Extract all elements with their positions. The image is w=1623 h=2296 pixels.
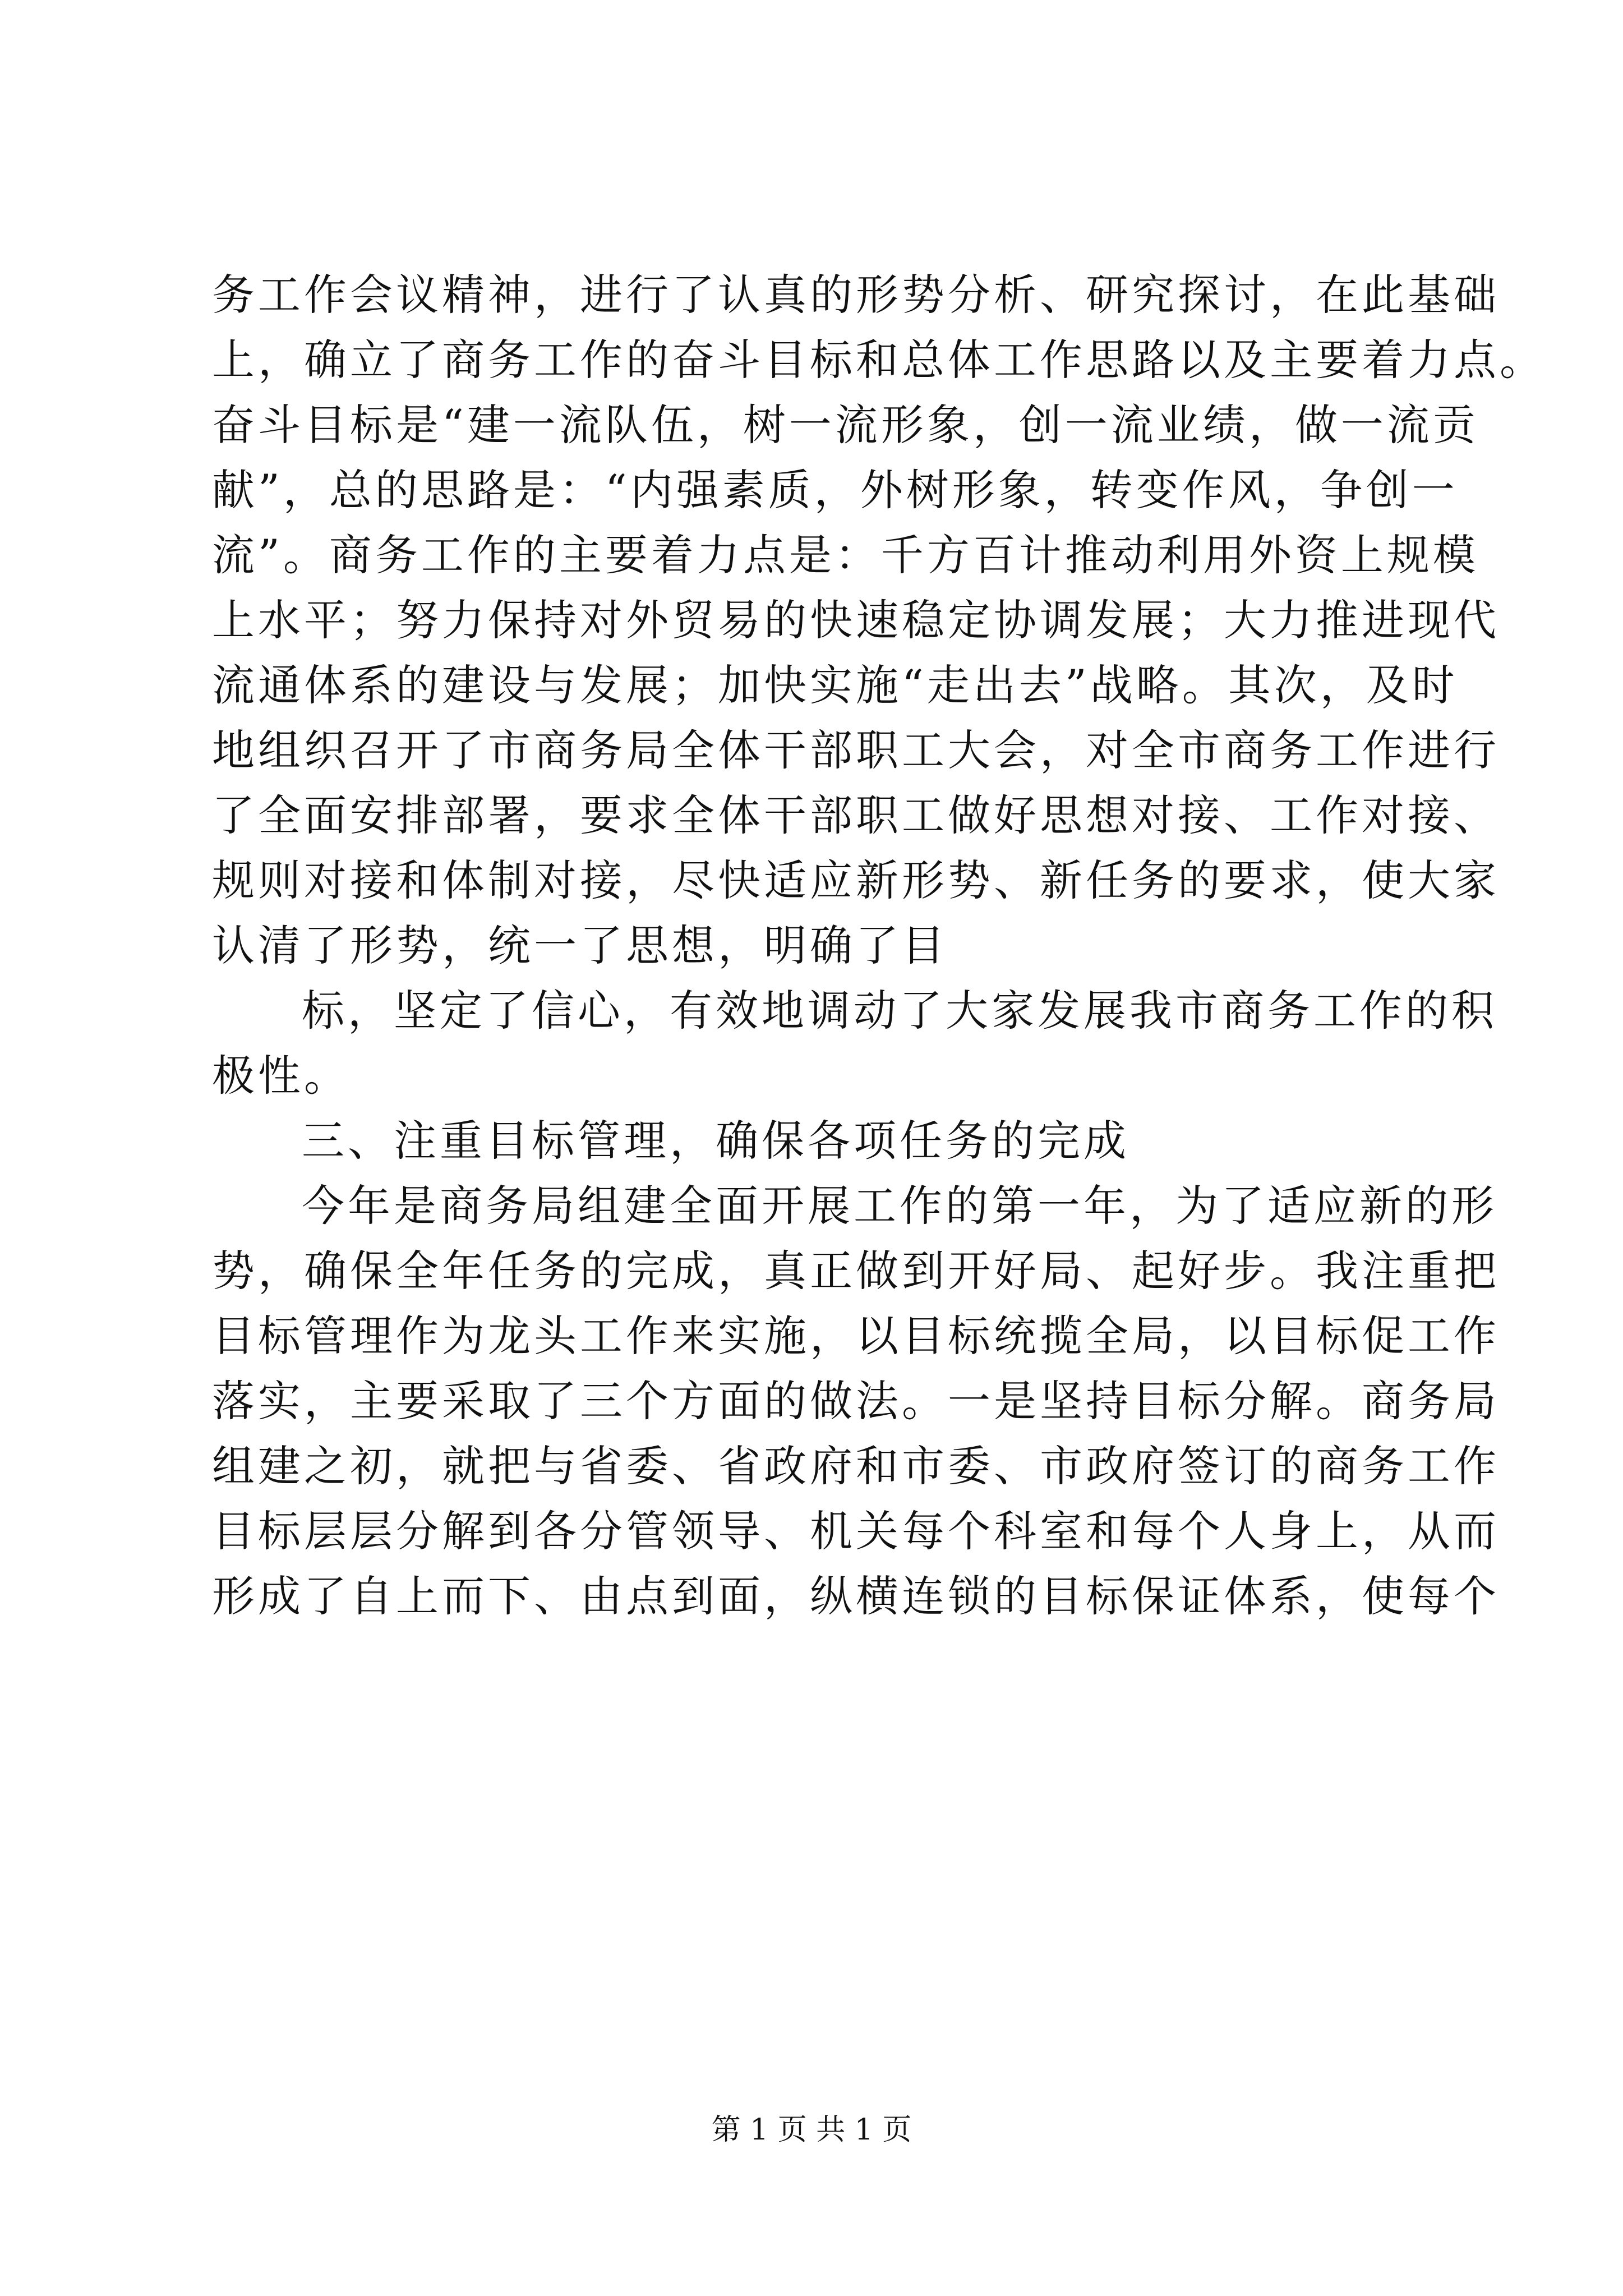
text-line: 上水平；努力保持对外贸易的快速稳定协调发展；大力推进现代 <box>212 595 1500 645</box>
document-body <box>212 263 1546 1629</box>
text-line: 了全面安排部署，要求全体干部职工做好思想对接、工作对接、 <box>212 790 1500 840</box>
text-line: 务工作会议精神，进行了认真的形势分析、研究探讨，在此基础 <box>212 270 1500 320</box>
text-line: 地组织召开了市商务局全体干部职工大会，对全市商务工作进行 <box>212 725 1500 775</box>
text-line: 标，坚定了信心，有效地调动了大家发展我市商务工作的积 <box>302 986 1497 1036</box>
text-line: 今年是商务局组建全面开展工作的第一年，为了适应新的形 <box>302 1181 1497 1231</box>
text-line: 目标管理作为龙头工作来实施，以目标统揽全局，以目标促工作 <box>212 1311 1500 1361</box>
text-line: 奋斗目标是“建一流队伍，树一流形象，创一流业绩，做一流贡 <box>212 400 1479 450</box>
text-line: 极性。 <box>212 1051 350 1101</box>
text-line: 上，确立了商务工作的奋斗目标和总体工作思路以及主要着力点。 <box>212 335 1546 385</box>
text-line: 流通体系的建设与发展；加快实施“走出去”战略。其次，及时 <box>212 660 1458 710</box>
text-line: 流”。商务工作的主要着力点是：千方百计推动利用外资上规模 <box>212 530 1479 580</box>
text-line: 形成了自上而下、由点到面，纵横连锁的目标保证体系，使每个 <box>212 1571 1500 1621</box>
text-line: 规则对接和体制对接，尽快适应新形势、新任务的要求，使大家 <box>212 855 1500 905</box>
page-number-footer: 第 1 页 共 1 页 <box>711 2113 912 2147</box>
text-line: 势，确保全年任务的完成，真正做到开好局、起好步。我注重把 <box>212 1246 1500 1296</box>
text-line: 认清了形势，统一了思想，明确了目 <box>212 921 948 970</box>
text-line: 献”，总的思路是：“内强素质，外树形象，转变作风，争创一 <box>212 465 1458 515</box>
text-line: 落实，主要采取了三个方面的做法。一是坚持目标分解。商务局 <box>212 1376 1500 1426</box>
text-line: 目标层层分解到各分管领导、机关每个科室和每个人身上，从而 <box>212 1506 1500 1556</box>
text-line: 组建之初，就把与省委、省政府和市委、市政府签订的商务工作 <box>212 1441 1500 1491</box>
section-heading: 三、注重目标管理，确保各项任务的完成 <box>302 1116 1129 1166</box>
